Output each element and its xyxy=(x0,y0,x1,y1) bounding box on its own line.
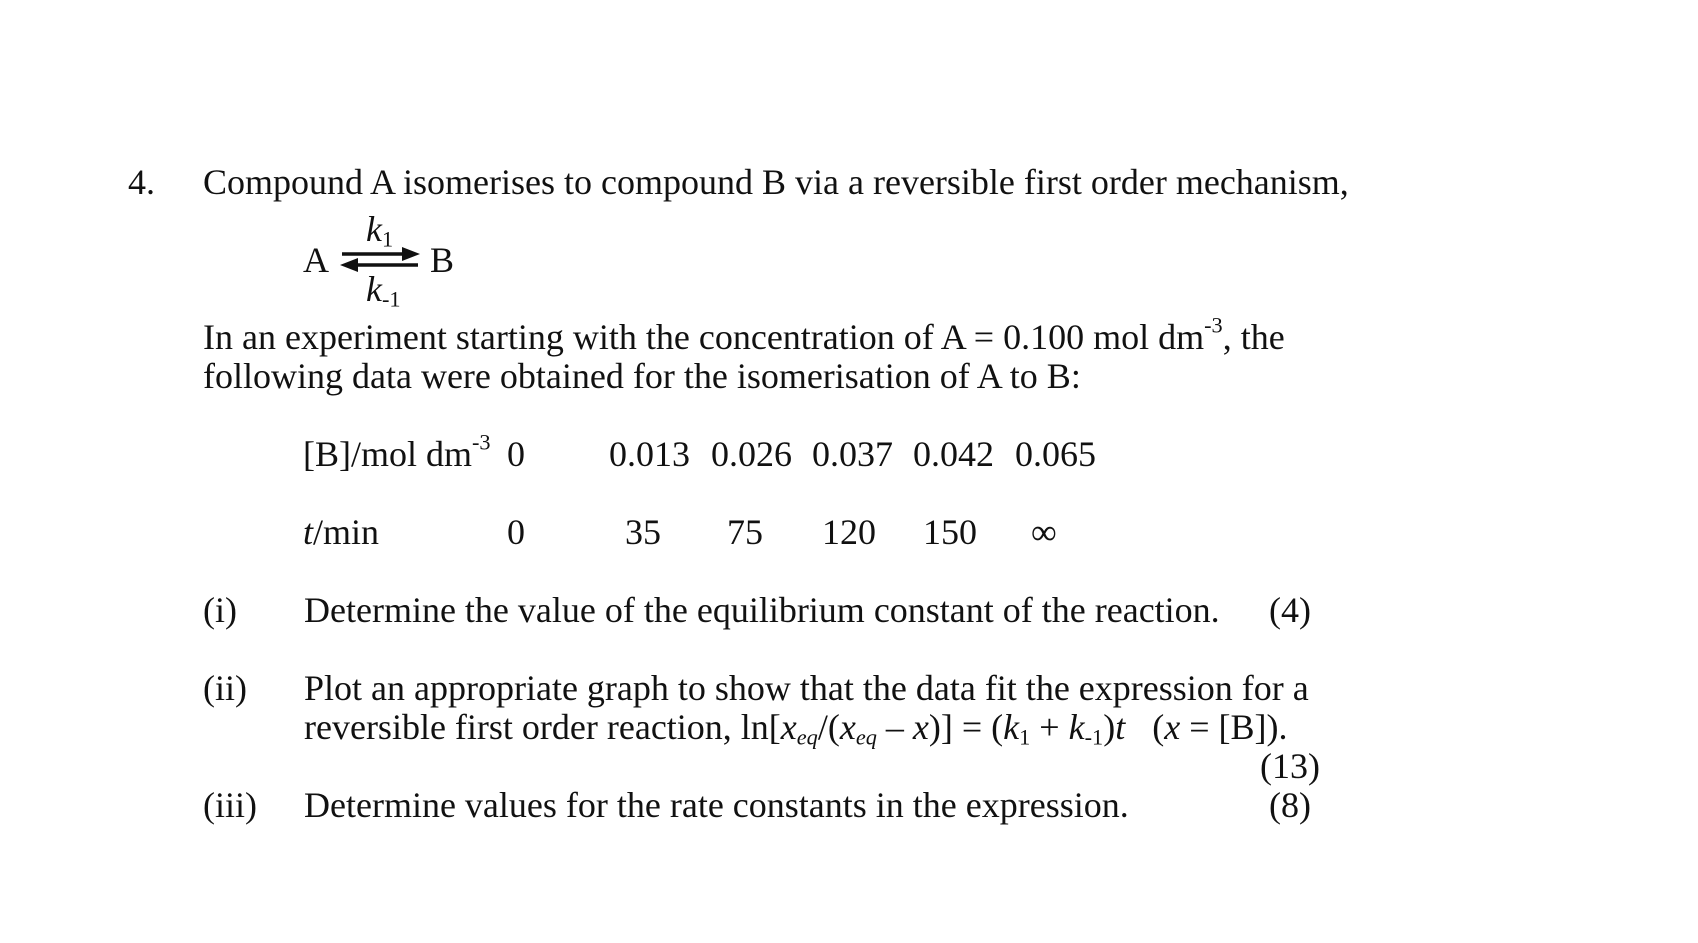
table-row-time-label: t/min xyxy=(303,512,380,552)
table-cell: 75 xyxy=(727,512,763,552)
part-ii-label: (ii) xyxy=(203,668,247,708)
question-number: 4. xyxy=(128,162,155,202)
mechanism-forward-constant: $k_1$ xyxy=(366,209,394,252)
table-row-concentration-label: [B]/mol $dm^{-3}$ xyxy=(303,429,491,474)
question-intro: Compound A isomerises to compound B via a reversible first order mechanism, xyxy=(203,162,1349,202)
table-cell: 0.042 xyxy=(913,434,994,474)
table-cell: 120 xyxy=(822,512,876,552)
part-iii-text: Determine values for the rate constants in the expression. xyxy=(304,785,1129,825)
table-cell: 0.037 xyxy=(812,434,893,474)
table-cell: 35 xyxy=(625,512,661,552)
part-i-label: (i) xyxy=(203,590,237,630)
table-cell: 0 xyxy=(507,434,525,474)
table-cell: 150 xyxy=(923,512,977,552)
table-cell-infinity: ∞ xyxy=(1031,512,1057,552)
part-iii-marks: (8) xyxy=(1269,785,1311,825)
part-i-marks: (4) xyxy=(1269,590,1311,630)
experiment-line-1: In an experiment starting with the concentration of A = 0.100 mol $dm^{-3}$, the xyxy=(203,312,1285,357)
mechanism-product: B xyxy=(430,240,455,280)
part-ii-line-2: reversible first order reaction, $\ln[x_{eq}/(x_{eq} - x)] = (k_1 + k_{-1})t$ (x = [B]). xyxy=(304,707,1288,750)
mechanism-reactant: A xyxy=(303,240,329,280)
mechanism-reverse-constant: $k_{-1}$ xyxy=(366,269,401,312)
table-cell: 0.026 xyxy=(711,434,792,474)
part-ii-marks: (13) xyxy=(1260,746,1320,786)
table-cell: 0.065 xyxy=(1015,434,1096,474)
part-iii-label: (iii) xyxy=(203,785,257,825)
table-cell: 0.013 xyxy=(609,434,690,474)
part-i-text: Determine the value of the equilibrium constant of the reaction. xyxy=(304,590,1220,630)
experiment-line-2: following data were obtained for the isomerisation of A to B: xyxy=(203,356,1081,396)
table-cell: 0 xyxy=(507,512,525,552)
part-ii-line-1: Plot an appropriate graph to show that the data fit the expression for a xyxy=(304,668,1309,708)
